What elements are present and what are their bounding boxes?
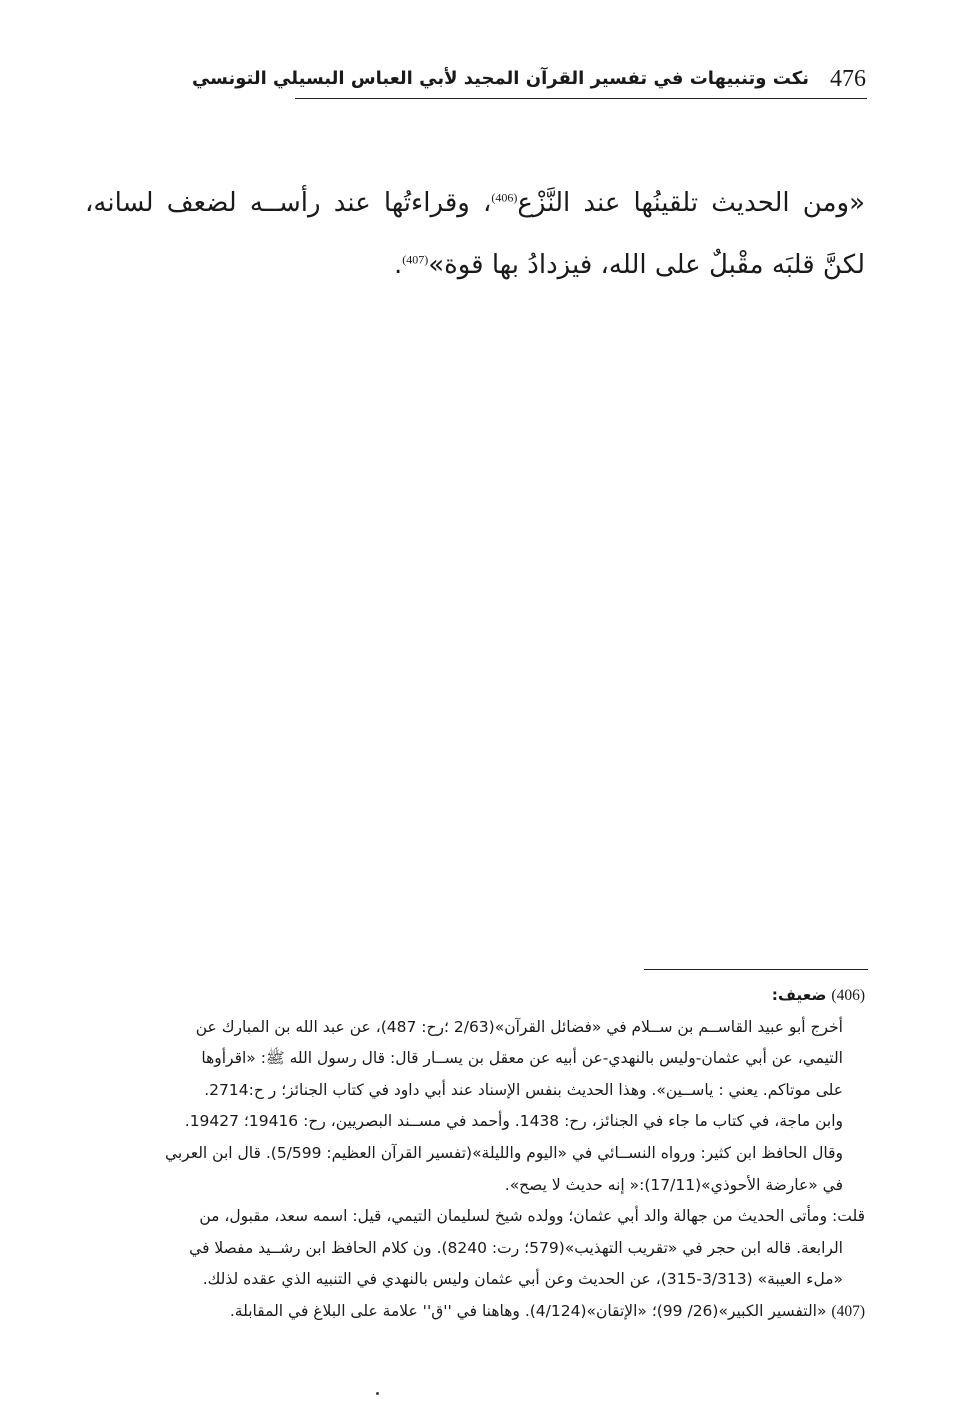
- footnote-406-line: وابن ماجة، في كتاب ما جاء في الجنائز، رح: 1438. وأحمد في مســند البصريين، رح: 19416؛ 19427.: [184, 1112, 843, 1131]
- footnote-406-heading: [85, 980, 865, 1012]
- footnote-rule: [644, 969, 868, 970]
- main-text: [85, 172, 865, 296]
- footnote-407-text: «التفسير الكبير»(26/ 99)؛ «الإتقان»(4/124). وهاهنا في ''ق'' علامة على البلاغ في المقابلة.: [229, 1301, 827, 1320]
- main-text-part1: «ومن الحديث تلقينُها عند النَّزْع: [517, 188, 865, 218]
- footnote-ref-406: (406): [491, 190, 518, 205]
- running-header: نكت وتنبيهات في تفسير القرآن المجيد لأبي العباس البسيلي التونسي: [191, 68, 809, 89]
- main-text-part2: ، وقراءتُها عند رأســه لضعف لسانه، لكنَّ قلبَه مقْبلٌ على الله، فيزدادُ بها قوة»: [85, 188, 865, 280]
- footnote-406-line: قلت: ومأتى الحديث من جهالة والد أبي عثمان؛ وولده شيخ لسليمان التيمي، قيل: اسمه سعد، مقبول، من: [199, 1207, 865, 1226]
- footnote-406-line: «ملء العيبة» (3/313-315)، عن الحديث وعن أبي عثمان وليس بالنهدي في التنبيه الذي عقده لذلك.: [202, 1270, 843, 1289]
- footnote-406-line: التيمي، عن أبي عثمان-وليس بالنهدي-عن أبيه عن معقل بن يســار قال: قال رسول الله ﷺ: «اقرأوها: [201, 1049, 843, 1068]
- footnote-406-label: ضعيف:: [771, 986, 827, 1004]
- footnote-406-line: الرابعة. قاله ابن حجر في «تقريب التهذيب»(579؛ رت: 8240). ون كلام الحافظ ابن رشــيد مفصلا في: [189, 1238, 843, 1257]
- footnote-406-number: (406): [831, 987, 865, 1004]
- footnote-407-number: (407): [831, 1302, 865, 1320]
- stray-mark: [376, 1392, 379, 1395]
- page-number: 476: [830, 66, 866, 92]
- main-text-end: .: [393, 250, 403, 280]
- footnote-406-line: وقال الحافظ ابن كثير: ورواه النســائي في «اليوم والليلة»(تفسير القرآن العظيم: 5/599). قال ابن العربي: [164, 1143, 843, 1162]
- footnote-406-line: على موتاكم. يعني : ياســين». وهذا الحديث بنفس الإسناد عند أبي داود في كتاب الجنائز؛ ر ح:2714.: [204, 1080, 843, 1099]
- footnote-406-line: أخرج أبو عبيد القاســم بن ســلام في «فضائل القرآن»(2/63 ؛رح: 487)، عن عبد الله بن المبارك عن: [195, 1017, 843, 1036]
- footnote-407: [85, 1296, 865, 1328]
- footnote-ref-407: (407): [402, 252, 429, 267]
- footnotes: [85, 980, 865, 1328]
- header-rule: [295, 98, 867, 99]
- footnote-406-line: في «عارضة الأحوذي»(17/11):« إنه حديث لا يصح».: [504, 1175, 843, 1194]
